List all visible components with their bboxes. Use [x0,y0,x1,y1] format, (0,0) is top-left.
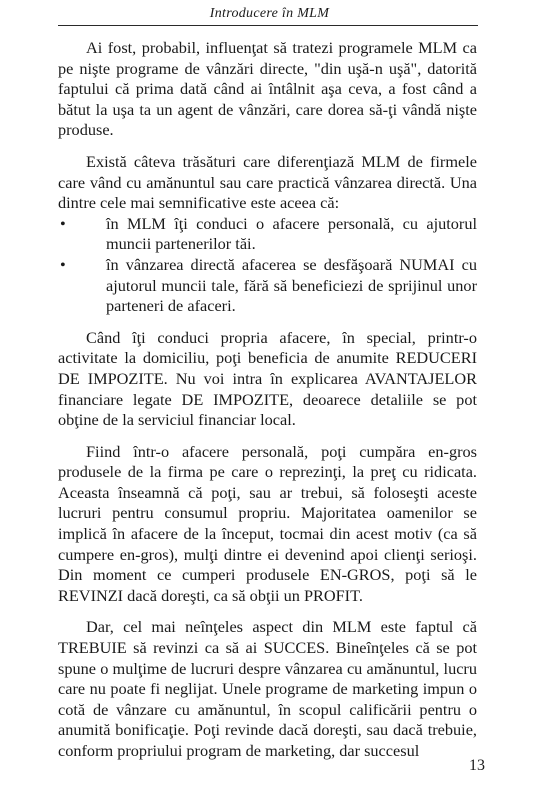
header-rule [58,25,478,26]
list-item [58,214,477,255]
running-header: Introducere în MLM [209,6,330,21]
paragraph: Când îţi conduci propria afacere, în special, printr-o activitate la domiciliu, poţi beneficia de anumite REDUCERI DE IMPOZITE. Nu voi intra în explicarea AVANTAJELOR financiare legate DE IMPOZITE, deoarece detaliile se pot obţine de la serviciul financiar local. [58,327,477,430]
bullet-icon: • [60,254,66,274]
paragraph: Există câteva trăsături care diferenţiază MLM de firmele care vând cu amănuntul sau care practică vânzarea directă. Una dintre cele mai semnificative este aceea că: [58,151,477,213]
list-item-text: în vânzarea directă afacerea se desfăşoară NUMAI cu ajutorul muncii tale, fără să beneficiezi de sprijinul unor parteneri de afaceri. [106,254,477,316]
bullet-list [58,214,477,317]
list-item [58,255,477,317]
page-body [58,38,477,773]
paragraph: Fiind într-o afacere personală, poţi cumpăra en-gros produsele de la firma pe care o reprezinţi, la preţ cu ridicata. Aceasta înseamnă că poţi, sau ar trebui, să foloseşti aceste lucruri pentru consumul propriu. Majoritatea oamenilor se implică în afacere de la început, tocmai din acest motiv (ca să cumpere en-gros), mulţi dintre ei devenind apoi clienţi serioşi. Din moment ce cumperi produsele EN-GROS, poţi să le REVINZI dacă doreşti, ca să obţii un PROFIT. [58,441,477,605]
bullet-icon: • [60,213,66,233]
page-number: 13 [469,757,485,774]
paragraph: Ai fost, probabil, influenţat să tratezi programele MLM ca pe nişte programe de vânzări directe, "din uşă-n uşă", datorită faptului că prima dată când ai întâlnit aşa ceva, a fost când a bătut la uşa ta un agent de vânzări, care dorea să-ţi vândă nişte produse. [58,38,477,140]
list-item-text: în MLM îţi conduci o afacere personală, cu ajutorul muncii partenerilor tăi. [106,213,477,254]
paragraph: Dar, cel mai neînţeles aspect din MLM este faptul că TREBUIE să revinzi ca să ai SUCCES. Bineînţeles că se pot spune o mulţime de lucruri despre vânzarea cu amănuntul, lucru care nu poate fi neglijat. Unele programe de marketing impun o cotă de vânzare cu amănuntul, în scopul calificării pentru o anumită bonificaţie. Poţi revinde dacă doreşti, sau dacă trebuie, conform propriului program de marketing, dar succesul [58,617,477,760]
